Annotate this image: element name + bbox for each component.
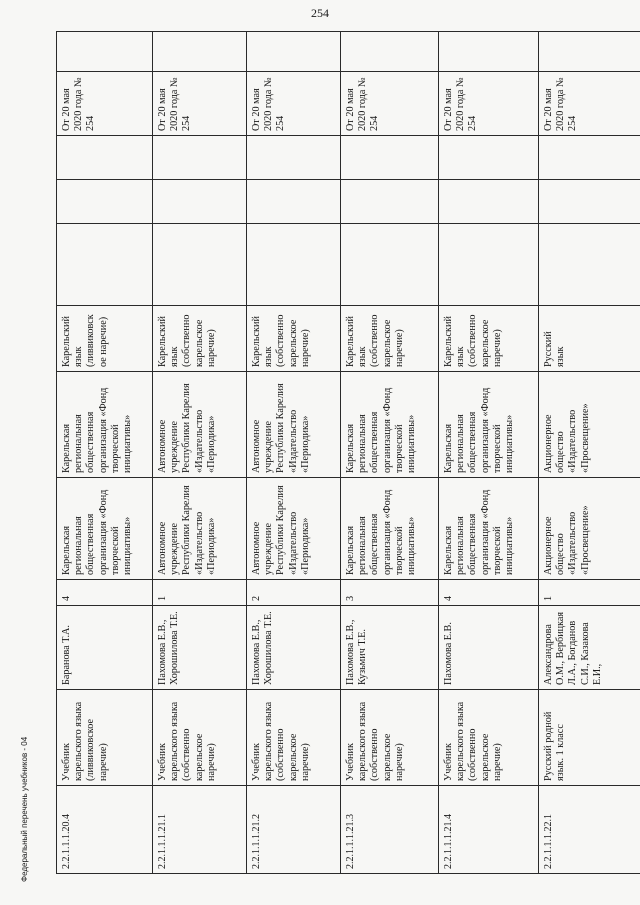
- cell-owner: Карельская региональная общественная организация «Фонд творческой инициативы»: [439, 372, 539, 478]
- table-row: [153, 32, 247, 874]
- footer-note: Федеральный перечень учебников - 04: [20, 736, 29, 882]
- cell-empty: [247, 32, 341, 72]
- cell-language: Карельский язык (собственно карельское наречие): [153, 306, 247, 372]
- table-row: [439, 32, 539, 874]
- cell-empty: [153, 136, 247, 180]
- cell-approval-date: От 20 мая 2020 года № 254: [153, 72, 247, 136]
- cell-title: Учебник карельского языка (собственно карельское наречие): [153, 690, 247, 786]
- cell-empty: [247, 136, 341, 180]
- cell-authors: Пахомова Е.В., Хорошилова Т.Е.: [247, 606, 341, 690]
- cell-empty: [539, 224, 640, 306]
- cell-title: Учебник карельского языка (ливвиковское наречие): [57, 690, 153, 786]
- table-row: [539, 32, 640, 874]
- cell-publisher: Автономное учреждение Республики Карелия «Издательство «Периодика»: [247, 478, 341, 580]
- cell-empty: [57, 136, 153, 180]
- cell-grade: 4: [439, 580, 539, 606]
- cell-empty: [153, 224, 247, 306]
- cell-publisher: Акционерное общество «Издательство «Просвещение»: [539, 478, 640, 580]
- table-row: [341, 32, 439, 874]
- cell-publisher: Карельская региональная общественная организация «Фонд творческой инициативы»: [57, 478, 153, 580]
- cell-grade: 3: [341, 580, 439, 606]
- table-row: [57, 32, 153, 874]
- cell-empty: [539, 180, 640, 224]
- cell-code: 2.2.1.1.1.21.3: [341, 786, 439, 874]
- cell-publisher: Карельская региональная общественная организация «Фонд творческой инициативы»: [439, 478, 539, 580]
- cell-empty: [153, 32, 247, 72]
- cell-authors: Пахомова Е.В.: [439, 606, 539, 690]
- rotated-table-area: [56, 32, 640, 874]
- page-number: 254: [311, 6, 329, 20]
- textbook-list-table: [56, 31, 640, 874]
- cell-language: Карельский язык (собственно карельское наречие): [247, 306, 341, 372]
- cell-empty: [439, 32, 539, 72]
- cell-title: Учебник карельского языка (собственно карельское наречие): [341, 690, 439, 786]
- cell-code: 2.2.1.1.1.21.1: [153, 786, 247, 874]
- cell-code: 2.2.1.1.1.20.4: [57, 786, 153, 874]
- cell-empty: [439, 224, 539, 306]
- cell-owner: Акционерное общество «Издательство «Просвещение»: [539, 372, 640, 478]
- cell-language: Карельский язык (ливвиковское наречие): [57, 306, 153, 372]
- cell-empty: [247, 224, 341, 306]
- cell-empty: [57, 32, 153, 72]
- cell-authors: Пахомова Е.В., Кузьмич Т.Е.: [341, 606, 439, 690]
- cell-owner: Автономное учреждение Республики Карелия «Издательство «Периодика»: [247, 372, 341, 478]
- cell-owner: Карельская региональная общественная организация «Фонд творческой инициативы»: [341, 372, 439, 478]
- table-row: [247, 32, 341, 874]
- cell-grade: 1: [539, 580, 640, 606]
- cell-owner: Карельская региональная общественная организация «Фонд творческой инициативы»: [57, 372, 153, 478]
- cell-language: Карельский язык (собственно карельское наречие): [439, 306, 539, 372]
- cell-publisher: Автономное учреждение Республики Карелия «Издательство «Периодика»: [153, 478, 247, 580]
- cell-approval-date: От 20 мая 2020 года № 254: [57, 72, 153, 136]
- cell-empty: [539, 32, 640, 72]
- cell-authors: Александрова О.М., Вербицкая Л.А., Богданов С.И., Казакова Е.И.,: [539, 606, 640, 690]
- cell-grade: 2: [247, 580, 341, 606]
- cell-authors: Пахомова Е.В., Хорошилова Т.Е.: [153, 606, 247, 690]
- cell-empty: [153, 180, 247, 224]
- cell-approval-date: От 20 мая 2020 года № 254: [247, 72, 341, 136]
- cell-grade: 1: [153, 580, 247, 606]
- cell-empty: [57, 224, 153, 306]
- cell-empty: [439, 180, 539, 224]
- cell-code: 2.2.1.1.1.21.2: [247, 786, 341, 874]
- cell-empty: [539, 136, 640, 180]
- cell-empty: [247, 180, 341, 224]
- cell-empty: [341, 136, 439, 180]
- cell-title: Учебник карельского языка (собственно карельское наречие): [247, 690, 341, 786]
- cell-empty: [341, 224, 439, 306]
- cell-language: Русский язык: [539, 306, 640, 372]
- cell-empty: [341, 32, 439, 72]
- cell-empty: [341, 180, 439, 224]
- cell-title: Учебник карельского языка (собственно карельское наречие): [439, 690, 539, 786]
- cell-language: Карельский язык (собственно карельское наречие): [341, 306, 439, 372]
- cell-publisher: Карельская региональная общественная организация «Фонд творческой инициативы»: [341, 478, 439, 580]
- cell-empty: [439, 136, 539, 180]
- cell-title: Русский родной язык. 1 класс: [539, 690, 640, 786]
- cell-grade: 4: [57, 580, 153, 606]
- cell-approval-date: От 20 мая 2020 года № 254: [341, 72, 439, 136]
- cell-code: 2.2.1.1.1.22.1: [539, 786, 640, 874]
- cell-authors: Баранова Т.А.: [57, 606, 153, 690]
- cell-code: 2.2.1.1.1.21.4: [439, 786, 539, 874]
- cell-owner: Автономное учреждение Республики Карелия «Издательство «Периодика»: [153, 372, 247, 478]
- cell-empty: [57, 180, 153, 224]
- cell-approval-date: От 20 мая 2020 года № 254: [439, 72, 539, 136]
- cell-approval-date: От 20 мая 2020 года № 254: [539, 72, 640, 136]
